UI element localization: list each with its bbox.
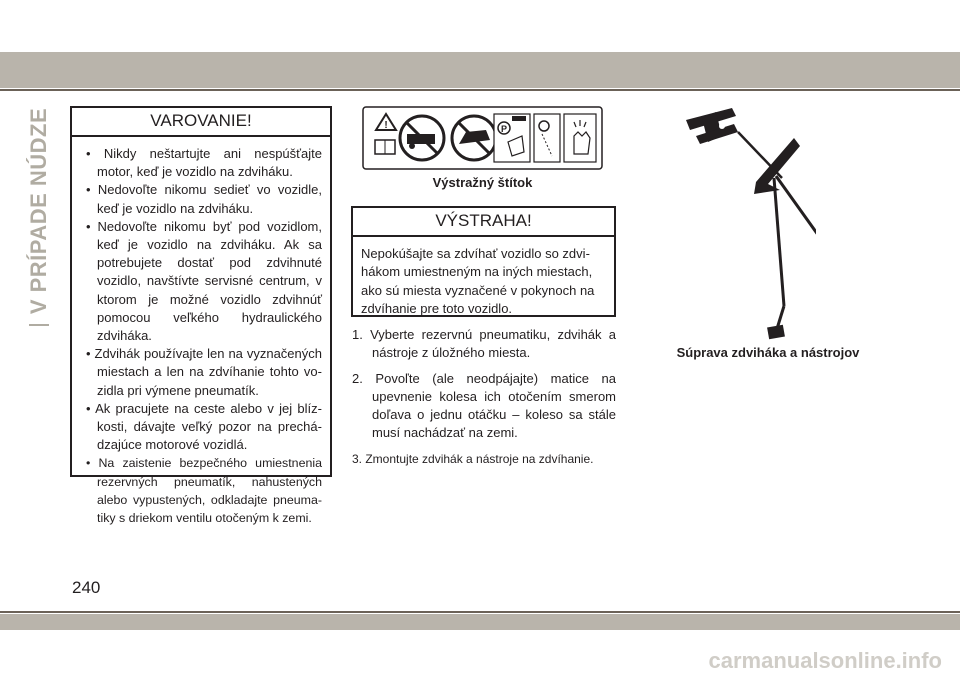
jack-position-icon bbox=[534, 114, 560, 162]
procedure-steps bbox=[352, 326, 616, 476]
section-side-tab bbox=[26, 103, 52, 318]
hand-tap-icon bbox=[564, 114, 596, 162]
arrow-icon bbox=[754, 138, 800, 194]
footer-band bbox=[0, 614, 960, 630]
warning-item: • Na zaistenie bezpečného umiestnenia rezervných pneumatík, nahustených alebo vypustených, odkladajte pneumatiky s driekom ventilu otočeným k zemi. bbox=[80, 454, 322, 527]
caution-text: Nepokúšajte sa zdvíhať vozidlo so zdvihákom umiestneným na iných miestach, ako sú miesta vyznačené v pokynoch na zdvíhanie pre toto vozidlo. bbox=[361, 246, 595, 317]
no-person-under-vehicle-icon bbox=[400, 116, 444, 160]
no-vehicle-tilt-icon bbox=[452, 116, 496, 160]
header-band bbox=[0, 52, 960, 88]
jack-kit-caption: Súprava zdviháka a nástrojov bbox=[676, 345, 860, 360]
svg-text:P: P bbox=[500, 124, 508, 134]
lug-wrench-rod-icon bbox=[767, 176, 816, 339]
warning-title: VAROVANIE! bbox=[72, 108, 330, 137]
scissor-jack-icon bbox=[686, 108, 782, 178]
footer-rule bbox=[0, 611, 960, 613]
watermark: carmanualsonline.info bbox=[708, 648, 942, 673]
warning-item: • Zdvihák používajte len na vyznačených miestach a len na zdvíhanie tohto vozidla pri výmene pneumatík. bbox=[80, 345, 322, 400]
warning-label-caption: Výstražný štítok bbox=[432, 175, 533, 190]
side-tab-rule bbox=[29, 324, 49, 326]
warning-box bbox=[70, 106, 332, 526]
header-rule bbox=[0, 89, 960, 91]
warning-item: • Ak pracujete na ceste alebo v jej blízkosti, dávajte veľký pozor na prechádzajúce motorové vozidlá. bbox=[80, 400, 322, 455]
warning-label-image bbox=[362, 106, 603, 170]
jack-kit-image bbox=[676, 106, 816, 346]
procedure-step: 2. Povoľte (ale neodpájajte) matice na upevnenie kolesa ich otočením smerom doľava o jednu otáčku – koleso sa stále musí nachádzať na zemi. bbox=[352, 371, 616, 440]
warning-item: • Nedovoľte nikomu byť pod vozidlom, keď je vozidlo na zdviháku. Ak sa potrebujete dostať pod zdvihnuté vozidlo, navštívte servisné centrum, v ktorom je možné vozidlo zdvihnúť pomocou veľkého hydraulického zdviháka. bbox=[80, 218, 322, 345]
warning-item: • Nedovoľte nikomu sedieť vo vozidle, keď je vozidlo na zdviháku. bbox=[80, 181, 322, 217]
warning-item: • Nikdy neštartujte ani nespúšťajte motor, keď je vozidlo na zdviháku. bbox=[80, 145, 322, 181]
manual-book-icon bbox=[375, 140, 395, 154]
svg-text:!: ! bbox=[384, 120, 388, 131]
caution-title: VÝSTRAHA! bbox=[353, 208, 614, 237]
section-side-tab-label: V PRÍPADE NÚDZE bbox=[26, 107, 51, 314]
caution-box bbox=[351, 206, 616, 317]
procedure-step: 1. Vyberte rezervnú pneumatiku, zdvihák a nástroje z úložného miesta. bbox=[352, 327, 616, 360]
park-brake-icon bbox=[494, 114, 530, 162]
procedure-step: 3. Zmontujte zdvihák a nástroje na zdvíhanie. bbox=[352, 452, 594, 466]
page-number: 240 bbox=[72, 578, 101, 597]
warning-list bbox=[72, 137, 330, 527]
